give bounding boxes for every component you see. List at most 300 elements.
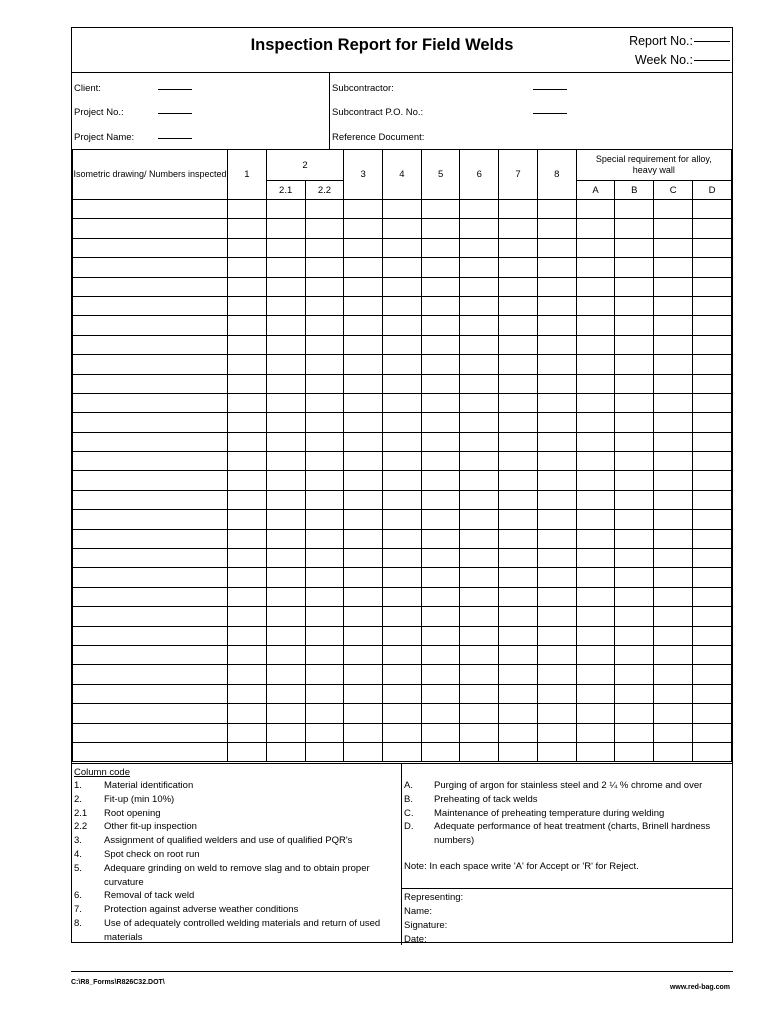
drawing-number-cell[interactable] [73, 665, 228, 684]
check-cell[interactable] [537, 529, 576, 548]
check-cell[interactable] [537, 413, 576, 432]
drawing-number-cell[interactable] [73, 645, 228, 664]
check-cell[interactable] [305, 510, 344, 529]
check-cell[interactable] [460, 374, 499, 393]
check-cell[interactable] [344, 219, 383, 238]
drawing-number-cell[interactable] [73, 258, 228, 277]
check-cell[interactable] [344, 471, 383, 490]
check-cell[interactable] [615, 238, 654, 257]
check-cell[interactable] [499, 471, 538, 490]
check-cell[interactable] [383, 355, 422, 374]
check-cell[interactable] [421, 549, 460, 568]
check-cell[interactable] [615, 645, 654, 664]
check-cell[interactable] [383, 296, 422, 315]
check-cell[interactable] [693, 452, 732, 471]
check-cell[interactable] [460, 355, 499, 374]
drawing-number-cell[interactable] [73, 607, 228, 626]
check-cell[interactable] [421, 742, 460, 761]
check-cell[interactable] [421, 471, 460, 490]
client-field[interactable] [158, 89, 192, 90]
check-cell[interactable] [266, 742, 305, 761]
check-cell[interactable] [266, 626, 305, 645]
check-cell[interactable] [576, 238, 615, 257]
check-cell[interactable] [537, 665, 576, 684]
check-cell[interactable] [228, 238, 267, 257]
check-cell[interactable] [305, 665, 344, 684]
check-cell[interactable] [693, 238, 732, 257]
drawing-number-cell[interactable] [73, 549, 228, 568]
check-cell[interactable] [576, 529, 615, 548]
check-cell[interactable] [228, 607, 267, 626]
check-cell[interactable] [499, 587, 538, 606]
check-cell[interactable] [266, 529, 305, 548]
check-cell[interactable] [615, 704, 654, 723]
check-cell[interactable] [576, 510, 615, 529]
check-cell[interactable] [537, 645, 576, 664]
check-cell[interactable] [344, 684, 383, 703]
check-cell[interactable] [460, 296, 499, 315]
check-cell[interactable] [654, 393, 693, 412]
check-cell[interactable] [693, 665, 732, 684]
check-cell[interactable] [421, 277, 460, 296]
check-cell[interactable] [499, 704, 538, 723]
check-cell[interactable] [576, 316, 615, 335]
check-cell[interactable] [693, 219, 732, 238]
check-cell[interactable] [537, 704, 576, 723]
check-cell[interactable] [460, 645, 499, 664]
check-cell[interactable] [266, 335, 305, 354]
check-cell[interactable] [537, 316, 576, 335]
check-cell[interactable] [305, 490, 344, 509]
check-cell[interactable] [421, 587, 460, 606]
check-cell[interactable] [537, 374, 576, 393]
check-cell[interactable] [228, 393, 267, 412]
check-cell[interactable] [576, 742, 615, 761]
check-cell[interactable] [576, 645, 615, 664]
check-cell[interactable] [266, 704, 305, 723]
check-cell[interactable] [344, 665, 383, 684]
check-cell[interactable] [499, 355, 538, 374]
drawing-number-cell[interactable] [73, 626, 228, 645]
check-cell[interactable] [499, 723, 538, 742]
check-cell[interactable] [383, 258, 422, 277]
check-cell[interactable] [615, 723, 654, 742]
check-cell[interactable] [266, 549, 305, 568]
check-cell[interactable] [266, 355, 305, 374]
check-cell[interactable] [421, 219, 460, 238]
check-cell[interactable] [383, 413, 422, 432]
check-cell[interactable] [693, 296, 732, 315]
check-cell[interactable] [383, 316, 422, 335]
check-cell[interactable] [383, 568, 422, 587]
check-cell[interactable] [460, 490, 499, 509]
check-cell[interactable] [693, 432, 732, 451]
drawing-number-cell[interactable] [73, 742, 228, 761]
check-cell[interactable] [499, 742, 538, 761]
check-cell[interactable] [344, 413, 383, 432]
check-cell[interactable] [383, 238, 422, 257]
check-cell[interactable] [693, 335, 732, 354]
check-cell[interactable] [576, 296, 615, 315]
check-cell[interactable] [266, 238, 305, 257]
project-name-field[interactable] [158, 138, 192, 139]
check-cell[interactable] [654, 432, 693, 451]
check-cell[interactable] [537, 277, 576, 296]
check-cell[interactable] [693, 723, 732, 742]
check-cell[interactable] [615, 568, 654, 587]
check-cell[interactable] [344, 335, 383, 354]
check-cell[interactable] [228, 471, 267, 490]
check-cell[interactable] [693, 355, 732, 374]
check-cell[interactable] [228, 490, 267, 509]
check-cell[interactable] [383, 471, 422, 490]
check-cell[interactable] [228, 510, 267, 529]
check-cell[interactable] [421, 355, 460, 374]
check-cell[interactable] [266, 296, 305, 315]
check-cell[interactable] [383, 684, 422, 703]
check-cell[interactable] [228, 568, 267, 587]
check-cell[interactable] [266, 645, 305, 664]
check-cell[interactable] [228, 549, 267, 568]
check-cell[interactable] [344, 510, 383, 529]
drawing-number-cell[interactable] [73, 238, 228, 257]
check-cell[interactable] [305, 258, 344, 277]
check-cell[interactable] [499, 393, 538, 412]
drawing-number-cell[interactable] [73, 510, 228, 529]
check-cell[interactable] [383, 452, 422, 471]
drawing-number-cell[interactable] [73, 490, 228, 509]
check-cell[interactable] [305, 316, 344, 335]
check-cell[interactable] [499, 316, 538, 335]
check-cell[interactable] [383, 723, 422, 742]
check-cell[interactable] [228, 413, 267, 432]
drawing-number-cell[interactable] [73, 335, 228, 354]
check-cell[interactable] [460, 529, 499, 548]
check-cell[interactable] [266, 277, 305, 296]
check-cell[interactable] [344, 374, 383, 393]
check-cell[interactable] [460, 742, 499, 761]
check-cell[interactable] [615, 510, 654, 529]
check-cell[interactable] [537, 452, 576, 471]
check-cell[interactable] [383, 742, 422, 761]
check-cell[interactable] [576, 684, 615, 703]
check-cell[interactable] [383, 510, 422, 529]
check-cell[interactable] [615, 549, 654, 568]
check-cell[interactable] [654, 219, 693, 238]
check-cell[interactable] [460, 335, 499, 354]
check-cell[interactable] [344, 432, 383, 451]
check-cell[interactable] [537, 219, 576, 238]
check-cell[interactable] [615, 471, 654, 490]
check-cell[interactable] [421, 413, 460, 432]
check-cell[interactable] [460, 684, 499, 703]
drawing-number-cell[interactable] [73, 413, 228, 432]
check-cell[interactable] [383, 432, 422, 451]
check-cell[interactable] [693, 316, 732, 335]
check-cell[interactable] [305, 393, 344, 412]
check-cell[interactable] [421, 316, 460, 335]
check-cell[interactable] [421, 568, 460, 587]
check-cell[interactable] [537, 742, 576, 761]
check-cell[interactable] [460, 665, 499, 684]
check-cell[interactable] [421, 258, 460, 277]
check-cell[interactable] [537, 626, 576, 645]
check-cell[interactable] [344, 393, 383, 412]
check-cell[interactable] [344, 742, 383, 761]
check-cell[interactable] [228, 316, 267, 335]
drawing-number-cell[interactable] [73, 723, 228, 742]
check-cell[interactable] [228, 355, 267, 374]
check-cell[interactable] [228, 742, 267, 761]
check-cell[interactable] [576, 219, 615, 238]
check-cell[interactable] [305, 200, 344, 219]
check-cell[interactable] [576, 626, 615, 645]
check-cell[interactable] [383, 374, 422, 393]
check-cell[interactable] [499, 296, 538, 315]
check-cell[interactable] [615, 587, 654, 606]
check-cell[interactable] [460, 452, 499, 471]
check-cell[interactable] [460, 219, 499, 238]
check-cell[interactable] [693, 200, 732, 219]
check-cell[interactable] [654, 200, 693, 219]
check-cell[interactable] [460, 413, 499, 432]
check-cell[interactable] [576, 258, 615, 277]
check-cell[interactable] [460, 607, 499, 626]
check-cell[interactable] [499, 258, 538, 277]
check-cell[interactable] [654, 452, 693, 471]
check-cell[interactable] [615, 296, 654, 315]
check-cell[interactable] [576, 374, 615, 393]
check-cell[interactable] [615, 684, 654, 703]
check-cell[interactable] [654, 471, 693, 490]
drawing-number-cell[interactable] [73, 374, 228, 393]
check-cell[interactable] [421, 704, 460, 723]
check-cell[interactable] [499, 665, 538, 684]
subcontractor-field[interactable] [533, 89, 567, 90]
check-cell[interactable] [460, 510, 499, 529]
check-cell[interactable] [383, 626, 422, 645]
check-cell[interactable] [305, 413, 344, 432]
check-cell[interactable] [693, 549, 732, 568]
drawing-number-cell[interactable] [73, 432, 228, 451]
check-cell[interactable] [305, 529, 344, 548]
check-cell[interactable] [460, 258, 499, 277]
drawing-number-cell[interactable] [73, 296, 228, 315]
check-cell[interactable] [499, 510, 538, 529]
check-cell[interactable] [421, 510, 460, 529]
check-cell[interactable] [537, 200, 576, 219]
check-cell[interactable] [266, 490, 305, 509]
check-cell[interactable] [615, 374, 654, 393]
check-cell[interactable] [654, 238, 693, 257]
drawing-number-cell[interactable] [73, 277, 228, 296]
check-cell[interactable] [499, 335, 538, 354]
check-cell[interactable] [576, 704, 615, 723]
check-cell[interactable] [460, 471, 499, 490]
check-cell[interactable] [654, 355, 693, 374]
check-cell[interactable] [421, 238, 460, 257]
check-cell[interactable] [654, 490, 693, 509]
check-cell[interactable] [615, 277, 654, 296]
check-cell[interactable] [344, 452, 383, 471]
check-cell[interactable] [266, 684, 305, 703]
check-cell[interactable] [615, 742, 654, 761]
check-cell[interactable] [654, 374, 693, 393]
check-cell[interactable] [383, 529, 422, 548]
check-cell[interactable] [421, 645, 460, 664]
check-cell[interactable] [383, 587, 422, 606]
check-cell[interactable] [537, 684, 576, 703]
check-cell[interactable] [305, 742, 344, 761]
check-cell[interactable] [344, 568, 383, 587]
check-cell[interactable] [615, 335, 654, 354]
check-cell[interactable] [499, 452, 538, 471]
check-cell[interactable] [460, 432, 499, 451]
check-cell[interactable] [383, 219, 422, 238]
check-cell[interactable] [499, 626, 538, 645]
check-cell[interactable] [421, 335, 460, 354]
drawing-number-cell[interactable] [73, 704, 228, 723]
check-cell[interactable] [460, 704, 499, 723]
check-cell[interactable] [693, 490, 732, 509]
check-cell[interactable] [228, 374, 267, 393]
check-cell[interactable] [615, 316, 654, 335]
check-cell[interactable] [383, 393, 422, 412]
check-cell[interactable] [499, 374, 538, 393]
check-cell[interactable] [421, 723, 460, 742]
check-cell[interactable] [266, 607, 305, 626]
check-cell[interactable] [421, 490, 460, 509]
check-cell[interactable] [693, 529, 732, 548]
check-cell[interactable] [576, 452, 615, 471]
check-cell[interactable] [576, 432, 615, 451]
check-cell[interactable] [576, 568, 615, 587]
drawing-number-cell[interactable] [73, 471, 228, 490]
check-cell[interactable] [537, 355, 576, 374]
check-cell[interactable] [693, 704, 732, 723]
check-cell[interactable] [344, 296, 383, 315]
check-cell[interactable] [305, 626, 344, 645]
check-cell[interactable] [344, 607, 383, 626]
check-cell[interactable] [460, 200, 499, 219]
check-cell[interactable] [615, 529, 654, 548]
check-cell[interactable] [228, 529, 267, 548]
check-cell[interactable] [654, 587, 693, 606]
check-cell[interactable] [344, 645, 383, 664]
check-cell[interactable] [266, 587, 305, 606]
check-cell[interactable] [615, 607, 654, 626]
check-cell[interactable] [537, 587, 576, 606]
check-cell[interactable] [693, 374, 732, 393]
check-cell[interactable] [344, 626, 383, 645]
check-cell[interactable] [421, 374, 460, 393]
check-cell[interactable] [576, 587, 615, 606]
check-cell[interactable] [537, 490, 576, 509]
subcontract-po-field[interactable] [533, 113, 567, 114]
check-cell[interactable] [537, 471, 576, 490]
check-cell[interactable] [576, 665, 615, 684]
check-cell[interactable] [537, 393, 576, 412]
check-cell[interactable] [421, 296, 460, 315]
check-cell[interactable] [305, 684, 344, 703]
check-cell[interactable] [654, 258, 693, 277]
check-cell[interactable] [228, 432, 267, 451]
check-cell[interactable] [421, 393, 460, 412]
check-cell[interactable] [266, 200, 305, 219]
check-cell[interactable] [576, 549, 615, 568]
check-cell[interactable] [693, 645, 732, 664]
check-cell[interactable] [693, 568, 732, 587]
check-cell[interactable] [576, 393, 615, 412]
check-cell[interactable] [537, 432, 576, 451]
check-cell[interactable] [460, 568, 499, 587]
check-cell[interactable] [266, 432, 305, 451]
check-cell[interactable] [344, 704, 383, 723]
check-cell[interactable] [344, 238, 383, 257]
check-cell[interactable] [344, 316, 383, 335]
check-cell[interactable] [344, 277, 383, 296]
check-cell[interactable] [344, 200, 383, 219]
check-cell[interactable] [654, 704, 693, 723]
check-cell[interactable] [537, 549, 576, 568]
check-cell[interactable] [305, 432, 344, 451]
check-cell[interactable] [305, 277, 344, 296]
check-cell[interactable] [344, 529, 383, 548]
check-cell[interactable] [615, 432, 654, 451]
check-cell[interactable] [344, 355, 383, 374]
drawing-number-cell[interactable] [73, 529, 228, 548]
check-cell[interactable] [305, 587, 344, 606]
check-cell[interactable] [654, 723, 693, 742]
check-cell[interactable] [228, 665, 267, 684]
check-cell[interactable] [421, 607, 460, 626]
check-cell[interactable] [421, 529, 460, 548]
check-cell[interactable] [266, 568, 305, 587]
check-cell[interactable] [266, 723, 305, 742]
check-cell[interactable] [499, 684, 538, 703]
check-cell[interactable] [615, 219, 654, 238]
check-cell[interactable] [305, 704, 344, 723]
check-cell[interactable] [499, 238, 538, 257]
check-cell[interactable] [615, 626, 654, 645]
check-cell[interactable] [383, 607, 422, 626]
check-cell[interactable] [576, 607, 615, 626]
check-cell[interactable] [228, 723, 267, 742]
check-cell[interactable] [228, 335, 267, 354]
check-cell[interactable] [344, 258, 383, 277]
check-cell[interactable] [228, 645, 267, 664]
check-cell[interactable] [305, 549, 344, 568]
check-cell[interactable] [228, 258, 267, 277]
check-cell[interactable] [499, 277, 538, 296]
check-cell[interactable] [576, 490, 615, 509]
check-cell[interactable] [383, 665, 422, 684]
check-cell[interactable] [576, 200, 615, 219]
check-cell[interactable] [654, 645, 693, 664]
check-cell[interactable] [654, 568, 693, 587]
check-cell[interactable] [693, 510, 732, 529]
check-cell[interactable] [421, 626, 460, 645]
check-cell[interactable] [266, 413, 305, 432]
check-cell[interactable] [693, 471, 732, 490]
check-cell[interactable] [266, 510, 305, 529]
check-cell[interactable] [693, 684, 732, 703]
check-cell[interactable] [615, 393, 654, 412]
check-cell[interactable] [654, 549, 693, 568]
check-cell[interactable] [305, 296, 344, 315]
check-cell[interactable] [615, 490, 654, 509]
check-cell[interactable] [421, 452, 460, 471]
